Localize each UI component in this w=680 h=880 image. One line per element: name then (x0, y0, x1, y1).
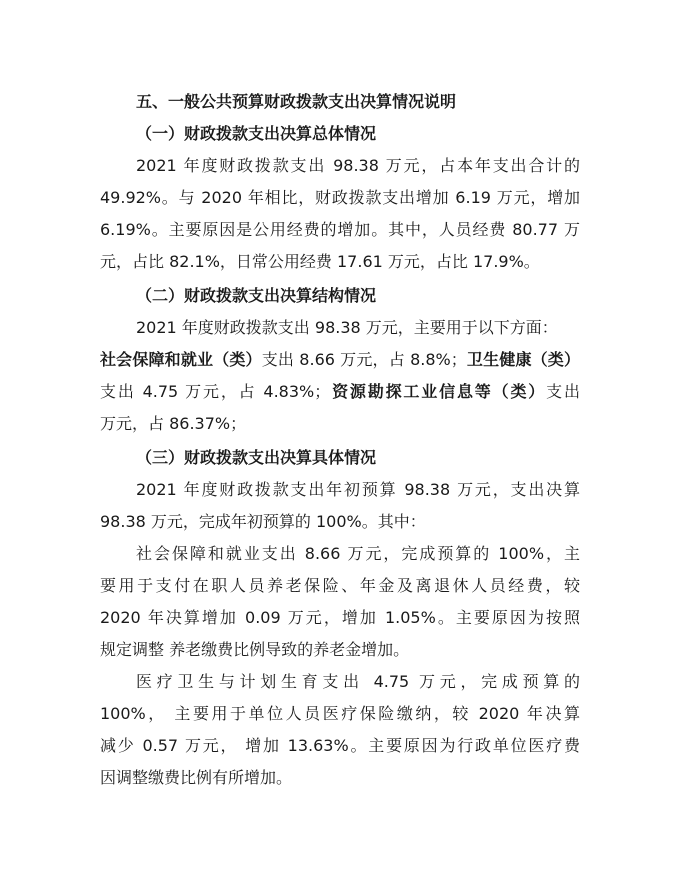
part3-heading: （三）财政拨款支出决算具体情况 (136, 448, 377, 467)
section-title: 五、一般公共预算财政拨款支出决算情况说明 (136, 92, 457, 111)
part3-line-3: 社会保障和就业支出 8.66 万元，完成预算的 100%，主 (136, 544, 580, 563)
part1-line-3: 6.19%。主要原因是公用经费的增加。其中，人员经费 80.77 万 (100, 220, 580, 239)
part2-heading: （二）财政拨款支出决算结构情况 (136, 286, 377, 305)
part2-line-1: 2021 年度财政拨款支出 98.38 万元，主要用于以下方面： (136, 318, 558, 337)
part3-line-7: 医疗卫生与计划生育支出 4.75 万元，完成预算的 (136, 672, 580, 691)
part3-line-9: 减少 0.57 万元， 增加 13.63%。主要原因为行政单位医疗费 (100, 736, 580, 755)
part2-line-3-text-b: 支出 (546, 382, 580, 401)
part3-line-5: 2020 年决算增加 0.09 万元，增加 1.05%。主要原因为按照 (100, 608, 580, 627)
part2-line-4: 万元，占 86.37%； (100, 414, 247, 433)
part3-line-4: 要用于支付在职人员养老保险、年金及离退休人员经费，较 (100, 576, 580, 595)
part1-heading: （一）财政拨款支出决算总体情况 (136, 124, 377, 143)
category-social-security: 社会保障和就业（类） (100, 350, 262, 369)
part3-line-2: 98.38 万元，完成年初预算的 100%。其中： (100, 512, 426, 531)
part3-line-10: 因调整缴费比例有所增加。 (100, 768, 293, 787)
part3-line-8: 100%， 主要用于单位人员医疗保险缴纳，较 2020 年决算 (100, 704, 580, 723)
part3-line-6: 规定调整 养老缴费比例导致的养老金增加。 (100, 640, 410, 659)
part2-line-2-text: 支出 8.66 万元，占 8.8%； (261, 350, 467, 369)
part2-line-2 (100, 348, 580, 372)
part1-line-4: 元，占比 82.1%，日常公用经费 17.61 万元，占比 17.9%。 (100, 252, 540, 271)
category-health: 卫生健康（类） (466, 350, 580, 369)
part2-line-3 (100, 380, 580, 404)
part2-line-3-text-a: 支出 4.75 万元，占 4.83%； (100, 382, 331, 401)
part1-line-1: 2021 年度财政拨款支出 98.38 万元，占本年支出合计的 (136, 156, 580, 175)
part3-line-1: 2021 年度财政拨款支出年初预算 98.38 万元，支出决算 (136, 480, 580, 499)
part1-line-2: 49.92%。与 2020 年相比，财政拨款支出增加 6.19 万元，增加 (100, 188, 580, 207)
category-resources: 资源勘探工业信息等（类） (330, 382, 547, 401)
